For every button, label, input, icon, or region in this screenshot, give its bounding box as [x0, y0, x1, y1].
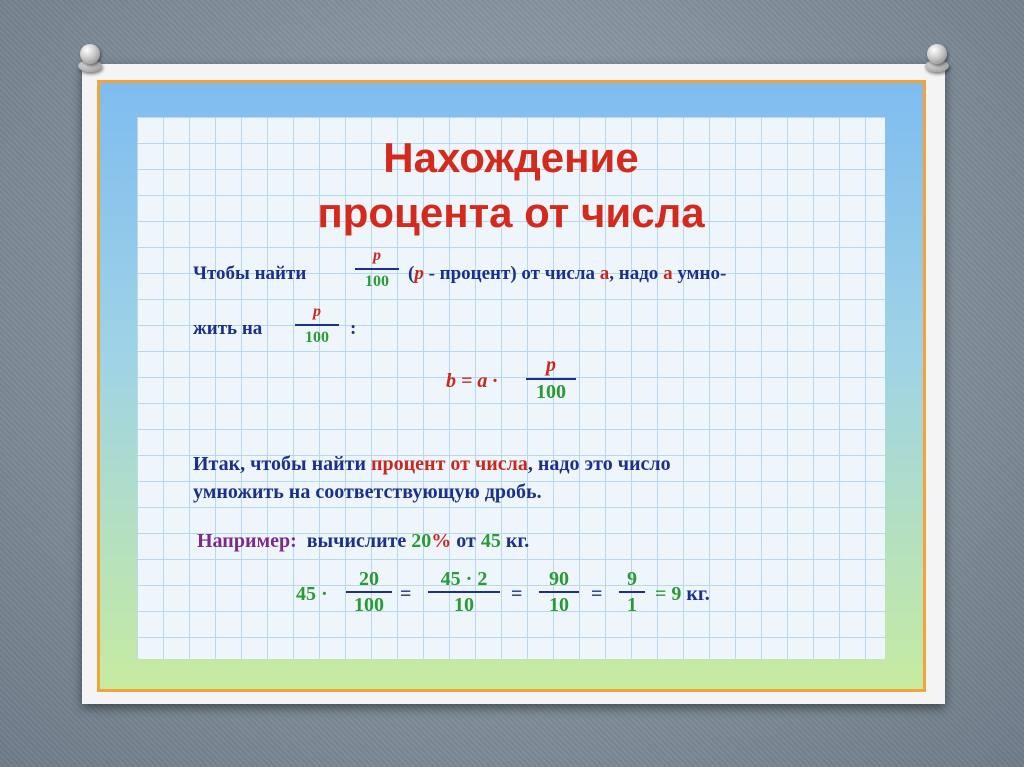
calc-fraction-2: 45 · 2 10 [428, 568, 500, 616]
calc-equals-3: = [591, 583, 603, 605]
fraction-numerator: p [546, 354, 556, 376]
calc-equals-2: = [511, 583, 523, 605]
calc-start: 45 · [296, 583, 328, 605]
fraction-denominator: 100 [365, 273, 389, 290]
rule-line1-start: Чтобы найти [193, 263, 307, 284]
rule-colon: : [350, 318, 357, 339]
example-line: Например: вычислите 20% от 45 кг. [197, 530, 530, 552]
slide-title-line2: процента от числа [317, 189, 705, 236]
rule-fraction-1 [355, 245, 399, 293]
fraction-denominator: 100 [536, 381, 566, 403]
rule-fraction-2 [295, 301, 339, 349]
summary-line1: Итак, чтобы найти процент от числа, надо это число [193, 453, 671, 475]
slide-title-line1: Нахождение [383, 134, 639, 181]
rule-line2-start: жить на [193, 318, 263, 339]
pushpin-left-icon [78, 44, 102, 74]
fraction-numerator: p [313, 303, 321, 320]
fraction-numerator: p [373, 247, 381, 264]
summary-line2: умножить на соответствующую дробь. [193, 481, 542, 503]
calc-equals-1: = [400, 583, 412, 605]
formula-lhs: b = a · [446, 370, 498, 392]
pushpin-right-icon [925, 44, 949, 74]
fraction-denominator: 100 [305, 329, 329, 346]
calc-fraction-3: 90 10 [539, 568, 579, 616]
formula-fraction [526, 354, 576, 404]
calc-result: = 9 кг. [655, 583, 710, 605]
calc-fraction-4: 9 1 [619, 568, 645, 616]
calc-fraction-1: 20 100 [346, 568, 392, 616]
example-label: Например: [197, 530, 297, 552]
rule-line1-rest: (p - процент) от числа a, надо a умно- [408, 263, 727, 284]
